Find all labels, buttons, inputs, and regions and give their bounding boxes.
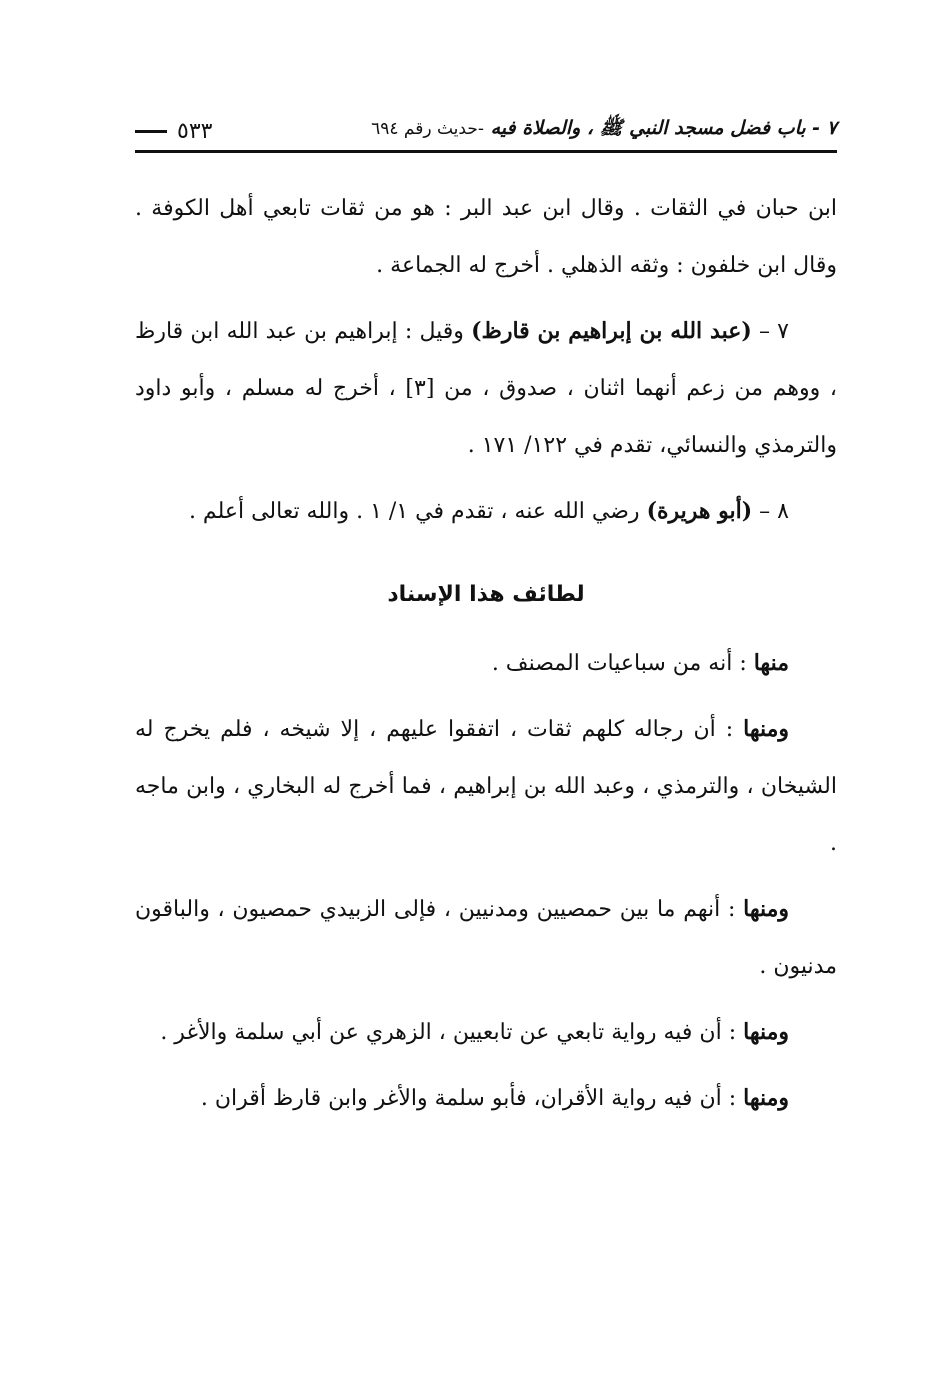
- item-text: : أنه من سباعيات المصنف .: [491, 651, 754, 676]
- narrator-name: (أبو هريرة): [646, 498, 753, 524]
- item-lead: منها: [753, 650, 789, 676]
- lataif-item: [135, 1004, 837, 1061]
- hadith-reference: -حديث رقم ٦٩٤: [371, 119, 484, 139]
- entry-text: وقيل : إبراهيم بن عبد الله ابن قارظ ، ووهم من زعم أنهما اثنان ، صدوق ، من [٣] ، أخرج له مسلم ، وأبو داود والترمذي والنسائي، تقدم في ١٢٢/ ١٧١ .: [135, 319, 837, 458]
- item-text: : أن رجاله كلهم ثقات ، اتفقوا عليهم ، إلا شيخه ، فلم يخرج له الشيخان ، والترمذي ، وعبد الله بن إبراهيم ، فما أخرج له البخاري ، وابن ماجه .: [135, 717, 837, 856]
- item-lead: ومنها: [743, 1019, 789, 1045]
- page-header: [135, 108, 837, 144]
- page-number-dash: [135, 130, 167, 133]
- lataif-item: [135, 635, 837, 692]
- lataif-item: [135, 701, 837, 872]
- page-number-block: [135, 119, 212, 144]
- running-title: [371, 116, 837, 144]
- section-heading: لطائف هذا الإسناد: [387, 582, 585, 607]
- narrator-entry-7: [135, 303, 837, 474]
- narrator-name: (عبد الله بن إبراهيم بن قارظ): [471, 318, 752, 344]
- main-text: [135, 180, 837, 1136]
- page-number: ٥٣٣: [177, 119, 213, 144]
- item-text: : أن فيه رواية تابعي عن تابعيين ، الزهري عن أبي سلمة والأغر .: [160, 1020, 744, 1045]
- item-lead: ومنها: [743, 1085, 789, 1111]
- narrator-entry-8: [135, 483, 837, 540]
- item-lead: ومنها: [743, 896, 789, 922]
- paragraph-continuation: [135, 180, 837, 294]
- paragraph-text: ابن حبان في الثقات . وقال ابن عبد البر : هو من ثقات تابعي أهل الكوفة . وقال ابن خلفون : وثقه الذهلي . أخرج له الجماعة .: [135, 196, 837, 278]
- entry-text: رضي الله عنه ، تقدم في ١/ ١ . والله تعالى أعلم .: [188, 499, 647, 524]
- lataif-item: [135, 1070, 837, 1127]
- header-rule: [135, 150, 837, 153]
- chapter-title: ٧ - باب فضل مسجد النبي ﷺ ، والصلاة فيه: [490, 117, 837, 139]
- item-text: : أنهم ما بين حمصيين ومدنيين ، فإلى الزبيدي حمصيون ، والباقون مدنيون .: [135, 897, 837, 979]
- item-text: : أن فيه رواية الأقران، فأبو سلمة والأغر وابن قارظ أقران .: [200, 1086, 744, 1111]
- item-lead: ومنها: [743, 716, 789, 742]
- entry-number: ٧ –: [751, 319, 789, 344]
- lataif-item: [135, 881, 837, 995]
- entry-number: ٨ –: [752, 499, 789, 524]
